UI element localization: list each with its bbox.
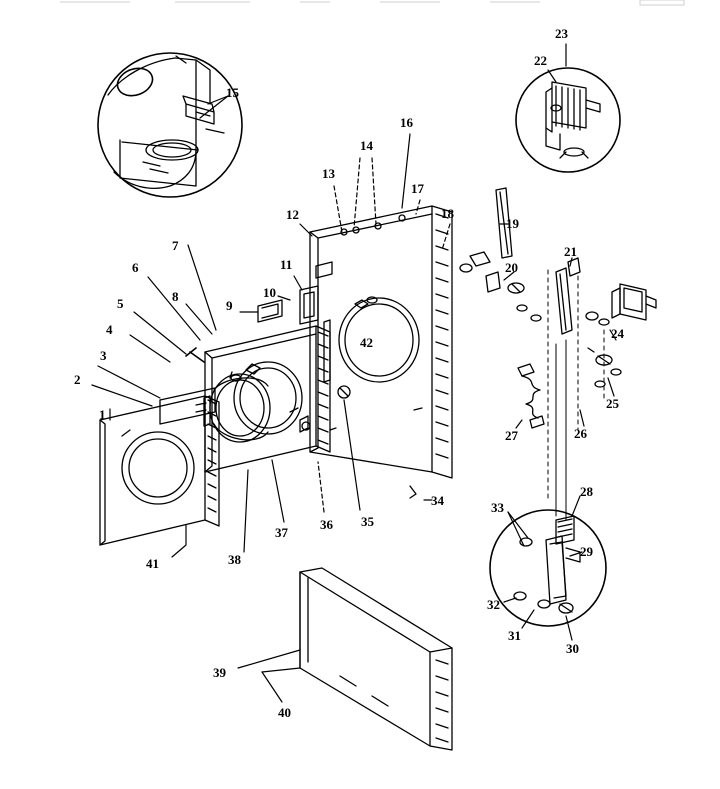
callout-35: 35 bbox=[361, 514, 374, 529]
callout-17: 17 bbox=[411, 181, 424, 196]
callout-28: 28 bbox=[580, 484, 593, 499]
callout-1: 1 bbox=[99, 407, 106, 422]
callout-23: 23 bbox=[555, 26, 568, 41]
callout-10: 10 bbox=[263, 285, 276, 300]
callout-8: 8 bbox=[172, 289, 179, 304]
callout-7: 7 bbox=[172, 238, 179, 253]
callout-38: 38 bbox=[228, 552, 241, 567]
callout-16: 16 bbox=[400, 115, 413, 130]
callout-32: 32 bbox=[487, 597, 500, 612]
callout-6: 6 bbox=[132, 260, 139, 275]
callout-37: 37 bbox=[275, 525, 288, 540]
callout-19: 19 bbox=[506, 216, 519, 231]
callout-34: 34 bbox=[431, 493, 444, 508]
callout-39: 39 bbox=[213, 665, 226, 680]
callout-18: 18 bbox=[441, 206, 454, 221]
callout-30: 30 bbox=[566, 641, 579, 656]
callout-31: 31 bbox=[508, 628, 521, 643]
callout-2: 2 bbox=[74, 372, 81, 387]
callout-20: 20 bbox=[505, 260, 518, 275]
callout-24: 24 bbox=[611, 326, 624, 341]
callout-42: 42 bbox=[360, 335, 373, 350]
callout-41: 41 bbox=[146, 556, 159, 571]
callout-5: 5 bbox=[117, 296, 124, 311]
callout-12: 12 bbox=[286, 207, 299, 222]
callout-13: 13 bbox=[322, 166, 335, 181]
callout-4: 4 bbox=[106, 322, 113, 337]
callout-9: 9 bbox=[226, 298, 233, 313]
callout-40: 40 bbox=[278, 705, 291, 720]
callout-14: 14 bbox=[360, 138, 373, 153]
callout-21: 21 bbox=[564, 244, 577, 259]
callout-25: 25 bbox=[606, 396, 619, 411]
callout-29: 29 bbox=[580, 544, 593, 559]
callout-15: 15 bbox=[226, 85, 239, 100]
callout-3: 3 bbox=[100, 348, 107, 363]
callout-36: 36 bbox=[320, 517, 333, 532]
callout-22: 22 bbox=[534, 53, 547, 68]
callout-26: 26 bbox=[574, 426, 587, 441]
callout-27: 27 bbox=[505, 428, 518, 443]
callout-11: 11 bbox=[280, 257, 293, 272]
callout-33: 33 bbox=[491, 500, 504, 515]
